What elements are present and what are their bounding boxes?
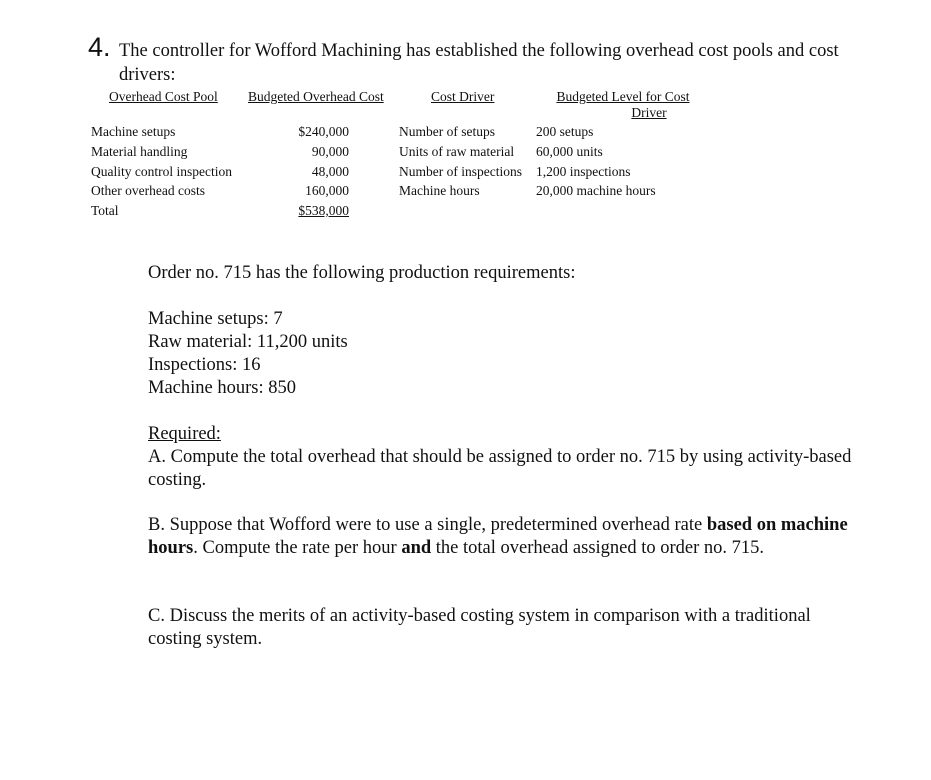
part-b-bold: and <box>401 538 432 558</box>
requirement-item: Machine hours: 850 <box>148 378 296 398</box>
pool-level: 200 setups <box>536 124 594 139</box>
header-budgeted-level-line1: Budgeted Level for Cost <box>556 89 690 104</box>
pool-driver: Machine hours <box>399 183 480 198</box>
pool-level: 1,200 inspections <box>536 164 631 179</box>
part-b-segment: . Compute the rate per hour <box>193 538 402 558</box>
pool-level: 60,000 units <box>536 144 603 159</box>
order-requirements <box>148 308 863 400</box>
pool-name: Machine setups <box>91 124 176 139</box>
total-label: Total <box>91 203 119 218</box>
table-total-row <box>0 203 931 223</box>
pool-cost: 90,000 <box>311 144 349 159</box>
part-b-segment: the total overhead assigned to order no. 715. <box>431 538 765 558</box>
part-a-text: A. Compute the total overhead that should be assigned to order no. 715 by using activity-based costing. <box>148 447 852 490</box>
part-c-text: C. Discuss the merits of an activity-based costing system in comparison with a traditional costing system. <box>148 606 811 649</box>
table-row <box>0 164 931 184</box>
requirement-item: Raw material: 11,200 units <box>148 332 348 352</box>
table-row <box>0 144 931 164</box>
pool-name: Quality control inspection <box>91 164 232 179</box>
pool-driver: Units of raw material <box>399 144 515 159</box>
requirement-item: Machine setups: 7 <box>148 309 283 329</box>
table-header <box>0 89 931 129</box>
table-row <box>0 124 931 144</box>
table-row <box>0 183 931 203</box>
header-cost-driver: Cost Driver <box>431 89 495 104</box>
header-overhead-cost-pool: Overhead Cost Pool <box>109 89 218 104</box>
pool-level: 20,000 machine hours <box>536 183 656 198</box>
header-budgeted-overhead-cost: Budgeted Overhead Cost <box>248 89 384 104</box>
question-number: 4. <box>88 32 111 62</box>
pool-cost: 48,000 <box>311 164 349 179</box>
part-b-text <box>148 514 863 560</box>
question-text: The controller for Wofford Machining has established the following overhead cost pools and cost drivers: <box>119 41 839 85</box>
order-intro: Order no. 715 has the following production requirements: <box>148 263 576 283</box>
requirement-item: Inspections: 16 <box>148 355 261 375</box>
pool-cost: $240,000 <box>298 124 349 139</box>
pool-driver: Number of inspections <box>399 164 522 179</box>
header-budgeted-level <box>550 89 696 121</box>
part-b-segment: B. Suppose that Wofford were to use a single, predetermined overhead rate <box>148 515 707 535</box>
pool-driver: Number of setups <box>399 124 495 139</box>
part-b-bold: based on machine hours <box>148 515 848 558</box>
header-budgeted-level-line2: Driver <box>631 105 667 120</box>
pool-name: Material handling <box>91 144 188 159</box>
pool-name: Other overhead costs <box>91 183 205 198</box>
required-label: Required: <box>148 424 221 444</box>
total-cost: $538,000 <box>298 203 349 218</box>
pool-cost: 160,000 <box>305 183 349 198</box>
